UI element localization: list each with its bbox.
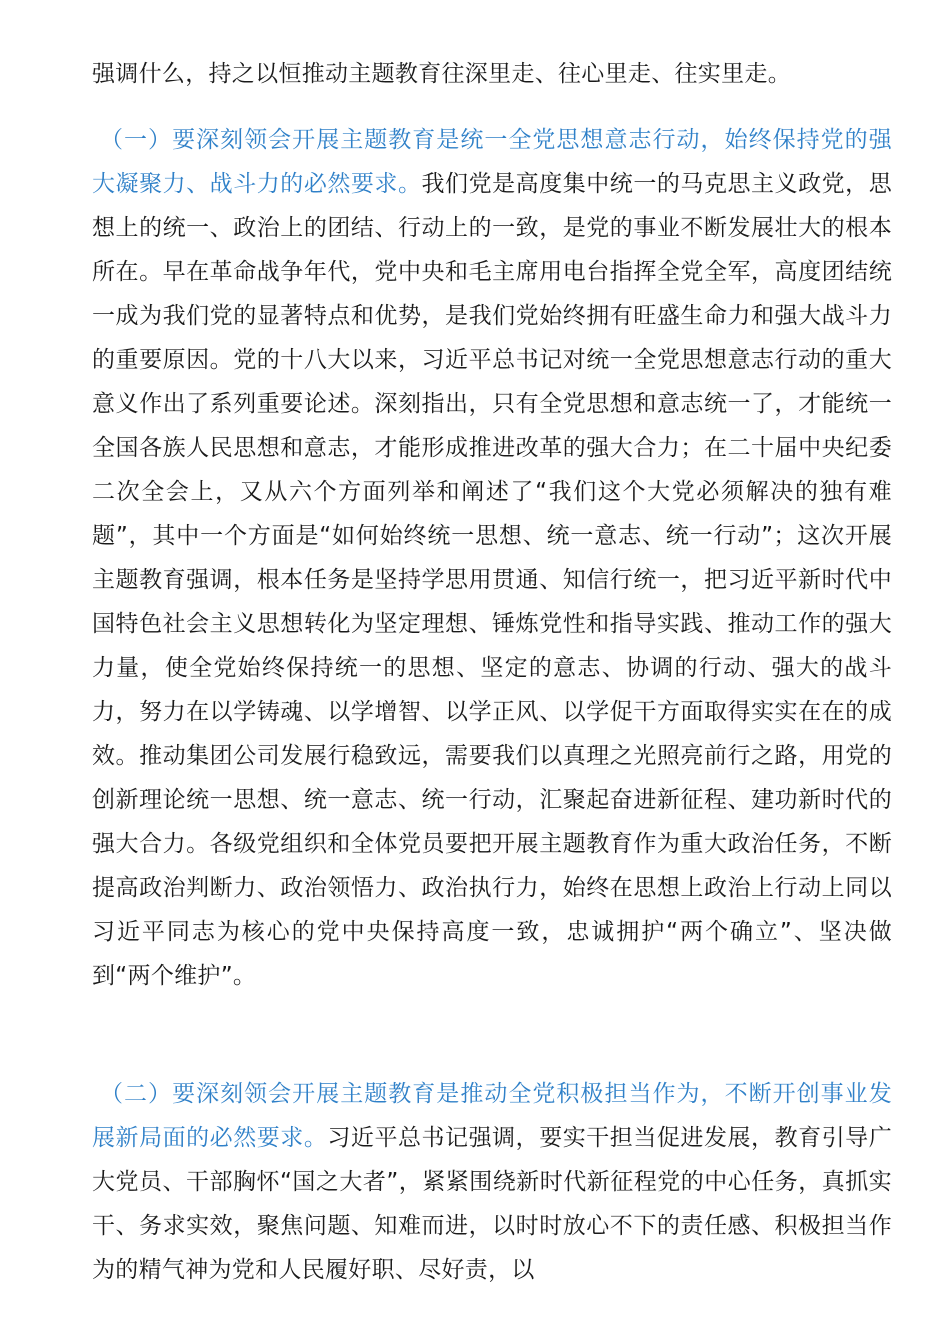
paragraph-continuation [92, 52, 892, 96]
section-one-body: 我们党是高度集中统一的马克思主义政党，思想上的统一、政治上的团结、行动上的一致，是党的事业不断发展壮大的根本所在。早在革命战争年代，党中央和毛主席用电台指挥全党全军，高度团结统一成为我们党的显著特点和优势，是我们党始终拥有旺盛生命力和强大战斗力的重要原因。党的十八大以来，习近平总书记对统一全党思想意志行动的重大意义作出了系列重要论述。深刻指出，只有全党思想和意志统一了，才能统一全国各族人民思想和意志，才能形成推进改革的强大合力；在二十届中央纪委二次全会上，又从六个方面列举和阐述了“我们这个大党必须解决的独有难题”，其中一个方面是“如何始终统一思想、统一意志、统一行动”；这次开展主题教育强调，根本任务是坚持学思用贯通、知信行统一，把习近平新时代中国特色社会主义思想转化为坚定理想、锤炼党性和指导实践、推动工作的强大力量，使全党始终保持统一的思想、坚定的意志、协调的行动、强大的战斗力，努力在以学铸魂、以学增智、以学正风、以学促干方面取得实实在在的成效。推动集团公司发展行稳致远，需要我们以真理之光照亮前行之路，用党的创新理论统一思想、统一意志、统一行动，汇聚起奋进新征程、建功新时代的强大合力。各级党组织和全体党员要把开展主题教育作为重大政治任务，不断提高政治判断力、政治领悟力、政治执行力，始终在思想上政治上行动上同以习近平同志为核心的党中央保持高度一致，忠诚拥护“两个确立”、坚决做到“两个维护”。 [92, 171, 893, 989]
paragraph-section-two [92, 1072, 892, 1292]
section-one-heading: （一）要深刻领会开展主题教育是统一全党思想意志行动，始终保持党的强大凝聚力、战斗力的必然要求。 [92, 127, 892, 197]
section-two-heading: （二）要深刻领会开展主题教育是推动全党积极担当作为，不断开创事业发展新局面的必然要求。 [92, 1081, 892, 1151]
paragraph-body: 强调什么，持之以恒推动主题教育往深里走、往心里走、往实里走。 [92, 61, 791, 87]
section-two-body: 习近平总书记强调，要实干担当促进发展，教育引导广大党员、干部胸怀“国之大者”，紧紧围绕新时代新征程党的中心任务，真抓实干、务求实效，聚焦问题、知难而进，以时时放心不下的责任感、积极担当作为的精气神为党和人民履好职、尽好责，以 [92, 1125, 893, 1283]
paragraph-section-one [92, 118, 892, 998]
